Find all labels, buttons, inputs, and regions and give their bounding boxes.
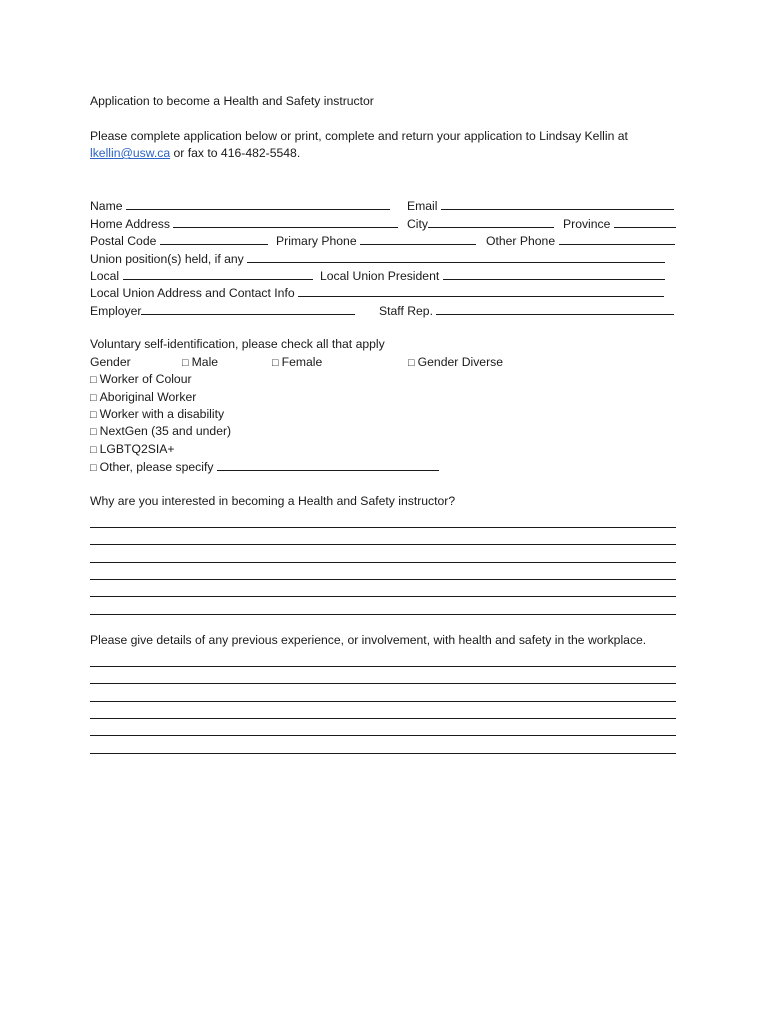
gender-option-diverse[interactable]: □ Gender Diverse [408,354,504,369]
local-union-address-field[interactable] [298,284,664,297]
self-id-option-lgbtq[interactable]: □ LGBTQ2SIA+ [90,441,175,456]
row-address [90,215,690,232]
gender-option-male[interactable]: □ Male [182,354,219,369]
intro-text: Please complete application below or print, complete and return your application to Lindsay Kellin at [90,128,628,143]
checkbox-icon[interactable]: □ [90,391,97,404]
email-link[interactable]: lkellin@usw.ca [90,146,171,161]
checkbox-icon[interactable]: □ [272,356,279,369]
answer-line[interactable] [90,702,676,719]
primary-phone-field[interactable] [360,232,476,245]
email-label: Email [407,199,438,214]
self-id-heading: Voluntary self-identification, please check all that apply [90,337,385,352]
answer-interest[interactable] [90,510,690,614]
union-positions-label: Union position(s) held, if any [90,251,244,266]
local-union-president-label: Local Union President [320,268,440,283]
answer-line[interactable] [90,563,676,580]
city-field[interactable] [428,215,554,228]
local-union-address-label: Local Union Address and Contact Info [90,286,295,301]
checkbox-icon[interactable]: □ [90,462,97,475]
checkbox-icon[interactable]: □ [408,356,415,369]
province-field[interactable] [614,215,676,228]
answer-line[interactable] [90,545,676,562]
employer-field[interactable] [141,302,355,315]
province-label: Province [563,216,611,231]
answer-line[interactable] [90,580,676,597]
self-id-option-disability[interactable]: □ Worker with a disability [90,407,225,422]
home-address-field[interactable] [173,215,398,228]
checkbox-icon[interactable]: □ [90,409,97,422]
union-positions-field[interactable] [247,250,665,263]
question-interest: Why are you interested in becoming a Health and Safety instructor? [90,493,456,508]
self-id-option-other[interactable]: □ Other, please specify [90,458,690,475]
answer-line[interactable] [90,650,676,667]
checkbox-icon[interactable]: □ [90,374,97,387]
self-id-option-aboriginal[interactable]: □ Aboriginal Worker [90,389,197,404]
form-title: Application to become a Health and Safety instructor [90,94,374,108]
other-phone-label: Other Phone [486,234,556,249]
fax-text: or fax to 416-482-5548. [170,146,301,161]
employer-label: Employer [90,303,142,318]
row-union-positions [90,250,690,267]
gender-option-female[interactable]: □ Female [272,354,323,369]
row-local-union-address [90,284,690,301]
row-local [90,267,690,284]
answer-line[interactable] [90,667,676,684]
answer-line[interactable] [90,684,676,701]
answer-line[interactable] [90,528,676,545]
email-field[interactable] [441,197,674,210]
other-specify-field[interactable] [217,458,439,471]
self-id-option-worker-of-colour[interactable]: □ Worker of Colour [90,372,192,387]
local-label: Local [90,268,120,283]
staff-rep-field[interactable] [436,302,674,315]
city-label: City [407,216,428,231]
answer-experience[interactable] [90,650,690,754]
local-union-president-field[interactable] [443,267,665,280]
self-id-option-nextgen[interactable]: □ NextGen (35 and under) [90,424,232,439]
local-field[interactable] [123,267,313,280]
answer-line[interactable] [90,719,676,736]
row-gender [90,354,690,371]
checkbox-icon[interactable]: □ [182,356,189,369]
name-label: Name [90,199,123,214]
name-field[interactable] [126,197,390,210]
staff-rep-label: Staff Rep. [379,303,433,318]
checkbox-icon[interactable]: □ [90,443,97,456]
checkbox-icon[interactable]: □ [90,426,97,439]
application-form [90,93,690,754]
row-name-email [90,197,690,214]
answer-line[interactable] [90,510,676,527]
answer-line[interactable] [90,736,676,753]
other-phone-field[interactable] [559,232,675,245]
intro-contact [90,145,690,162]
postal-code-label: Postal Code [90,234,157,249]
question-experience: Please give details of any previous experience, or involvement, with health and safety in the workplace. [90,633,647,648]
home-address-label: Home Address [90,216,170,231]
postal-code-field[interactable] [160,232,268,245]
row-phones [90,232,690,249]
row-employer [90,302,690,319]
answer-line[interactable] [90,597,676,614]
primary-phone-label: Primary Phone [276,234,357,249]
gender-label: Gender [90,354,131,369]
